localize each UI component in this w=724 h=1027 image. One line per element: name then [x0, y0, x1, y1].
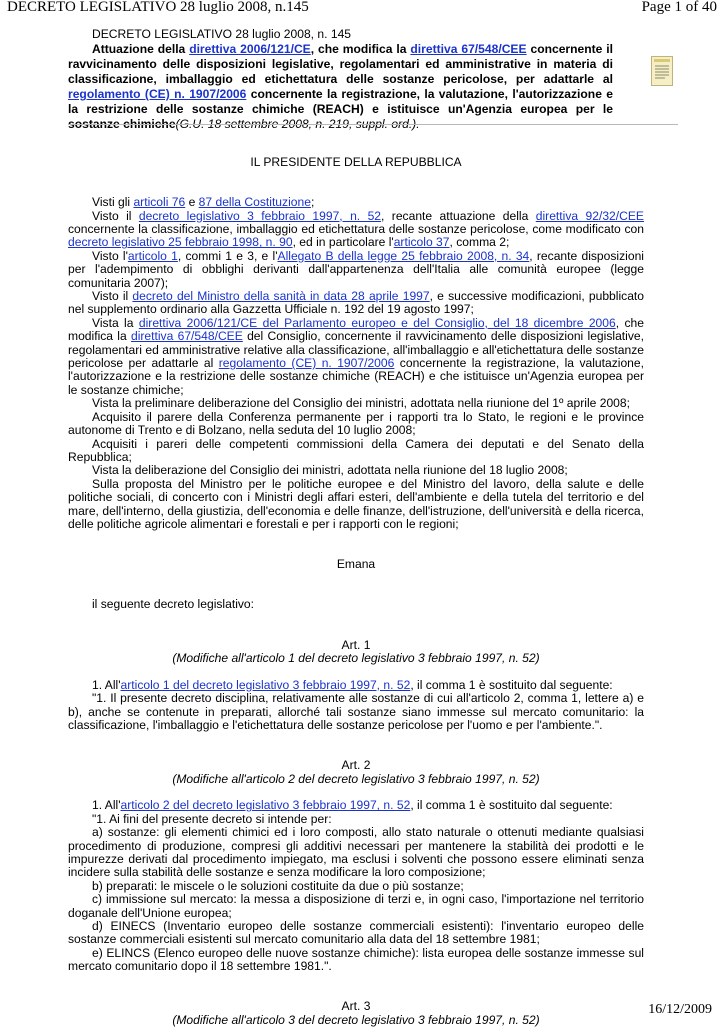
article-1-para: [68, 679, 644, 692]
text: del Consiglio, concernente il ravvicinamento delle disposizioni legislative, regolamentari ed amministrative relative alla classificazione, all'imballaggio e all'etichettatura delle sostanze pericolose per adattarle al: [68, 329, 644, 371]
text: concernente la registrazione, la valutazione, l'autorizzazione e la restrizione delle sostanze chimiche (REACH) e che istituisce un'Agenzia europea per le sostanze chimiche;: [68, 356, 644, 397]
link-articolo-37[interactable]: articolo 37: [393, 235, 450, 250]
text: ;: [310, 195, 315, 210]
text: , il comma 1 è sostituito dal seguente:: [410, 798, 613, 813]
preamble-dlgs-52-1997: [68, 210, 644, 250]
preamble-paragraph: Acquisiti i pareri delle competenti commissioni della Camera dei deputati e del Senato della Repubblica;: [68, 436, 644, 464]
link-articoli-76[interactable]: articoli 76: [133, 195, 186, 210]
text: , recante attuazione della: [381, 208, 536, 223]
definition-a: a) sostanze: gli elementi chimici ed i loro composti, allo stato naturale o ottenuti mediante qualsiasi procedimento di produzione, compresi gli additivi necessari per mantenere la stabilità dei prodotti e le impurezze derivati dal procedimento impiegato, ma esclusi i solventi che possono essere eliminati senza incidere sulla stabilità delle sostanze e senza modificare la loro composizione;: [68, 825, 644, 880]
subtitle-text: (Modifiche all'articolo 3 del decreto legislativo 3 febbraio 1997, n. 52): [172, 1012, 540, 1027]
subtitle-text: (Modifiche all'articolo 2 del decreto legislativo 3 febbraio 1997, n. 52): [172, 771, 540, 786]
text: e: [185, 195, 199, 210]
definition-c: c) immissione sul mercato: la messa a disposizione di terzi e, in ogni caso, l'importazione nel territorio doganale dell'Unione europea;: [68, 892, 644, 920]
text: Visto il: [92, 289, 133, 304]
link-articolo-1[interactable]: articolo 1: [127, 248, 178, 263]
link-articolo-2-dlgs[interactable]: articolo 2 del decreto legislativo 3 febbraio 1997, n. 52: [120, 798, 411, 813]
emana-heading: Emana: [336, 557, 376, 572]
article-3-subtitle: [68, 1014, 644, 1027]
article-1-text: "1. Il presente decreto disciplina, relativamente alle sostanze di cui all'articolo 2, comma 1, lettere a) e b), anche se contenute in preparati, allorché tali sostanze siano immesse sul mercato comunitario: la classificazione, l'imballaggio e l'etichettatura delle sostanze pericolose per l'uomo e per l'ambiente.".: [68, 691, 644, 732]
title-text: concernente la registrazione, la valutazione, l'autorizzazione e la restrizione delle sostanze chimiche (REACH) e istituisce un'Agenzia europea per le sostanze chimiche: [68, 87, 613, 131]
link-direttiva-67-548-body[interactable]: direttiva 67/548/CEE: [130, 329, 243, 344]
definition-b: b) preparati: le miscele o le soluzioni costituite da due o più sostanze;: [92, 878, 464, 893]
preamble-visti-costituzione: [68, 196, 644, 209]
text: , ed in particolare l': [292, 235, 394, 250]
definition-d: d) EINECS (Inventario europeo delle sostanze commerciali esistenti): l'inventario europeo delle sostanze commerciali esistenti sul mercato comunitario alla data del 18 settembre 1981;: [68, 918, 644, 947]
text: Vista la: [92, 315, 139, 330]
preamble-legge-34-2008: [68, 250, 644, 290]
text: , e successive modificazioni, pubblicato nel supplemento ordinario alla Gazzetta Ufficiale n. 192 del 19 agosto 1997;: [68, 289, 645, 317]
title-text: , che modifica la: [310, 42, 411, 56]
document-heading: [68, 27, 613, 132]
article-2-intro: "1. Ai fini del presente decreto si intende per:: [92, 811, 332, 826]
header-title: DECRETO LEGISLATIVO 28 luglio 2008, n.145: [7, 0, 309, 15]
subtitle-text: (Modifiche all'articolo 1 del decreto legislativo 3 febbraio 1997, n. 52): [172, 650, 540, 665]
article-2-para: [68, 799, 644, 812]
link-direttiva-67-548[interactable]: direttiva 67/548/CEE: [410, 42, 527, 56]
link-allegato-b[interactable]: Allegato B della legge 25 febbraio 2008, n. 34: [277, 248, 530, 263]
text: Visti gli: [92, 195, 134, 210]
decree-reference: DECRETO LEGISLATIVO 28 luglio 2008, n. 145: [92, 27, 352, 41]
definition-e: e) ELINCS (Elenco europeo delle nuove sostanze chimiche): lista europea delle sostanze immesse sul mercato comunitario dopo il 18 settembre 1981.".: [68, 945, 644, 974]
text: 1. All': [92, 677, 121, 692]
text: concernente la classificazione, imballaggio ed etichettatura delle sostanze pericolose, come modificato con: [68, 222, 644, 236]
link-dlgs-90-1998[interactable]: decreto legislativo 25 febbraio 1998, n. 90: [68, 235, 293, 250]
preamble-decreto-sanita: [68, 290, 644, 317]
gazzetta-reference: (G.U. 18 settembre 2008, n. 219, suppl. ord.).: [175, 117, 420, 131]
article-2-title: Art. 2: [341, 758, 371, 773]
document-icon[interactable]: [651, 56, 673, 86]
link-direttiva-2006-121[interactable]: direttiva 2006/121/CE: [189, 42, 311, 56]
text: 1. All': [92, 798, 121, 813]
link-regolamento-1907-2006[interactable]: regolamento (CE) n. 1907/2006: [68, 87, 247, 101]
preamble-direttiva-2006-121: [68, 317, 644, 397]
preamble-paragraph: Acquisito il parere della Conferenza permanente per i rapporti tra lo Stato, le regioni e le province autonome di Trento e di Bolzano, nella seduta del 10 luglio 2008;: [68, 409, 644, 438]
text: , commi 1 e 3, e l': [177, 248, 278, 263]
preamble-paragraph: Vista la deliberazione del Consiglio dei ministri, adottata nella riunione del 18 luglio 2008;: [92, 463, 568, 478]
title-text: Attuazione della: [92, 42, 190, 56]
article-1-title: Art. 1: [341, 637, 371, 652]
article-3-title: Art. 3: [341, 999, 371, 1014]
seguente-line: il seguente decreto legislativo:: [92, 597, 255, 612]
link-dlgs-52-1997[interactable]: decreto legislativo 3 febbraio 1997, n. 52: [138, 208, 382, 223]
text: , che modifica la: [68, 315, 644, 344]
article-1-subtitle: [68, 652, 644, 665]
page-number: Page 1 of 40: [641, 0, 717, 15]
president-heading: IL PRESIDENTE DELLA REPUBBLICA: [250, 155, 462, 169]
text: , recante disposizioni per l'adempimento di obblighi derivanti dall'appartenenza dell'Italia alle comunità europee (legge comunitaria 2007);: [68, 248, 644, 290]
link-87-costituzione[interactable]: 87 della Costituzione: [198, 195, 311, 210]
text: Visto l': [92, 248, 128, 263]
print-header: [0, 0, 724, 17]
link-direttiva-92-32[interactable]: direttiva 92/32/CEE: [535, 208, 644, 223]
title-text: concernente il ravvicinamento delle disposizioni legislative, regolamentari ed amministrative in materia di classificazione, imballaggio ed etichettatura delle sostanze pericolose, per adattarle al: [68, 42, 614, 86]
link-articolo-1-dlgs[interactable]: articolo 1 del decreto legislativo 3 febbraio 1997, n. 52: [120, 677, 411, 692]
preamble-paragraph: Vista la preliminare deliberazione del Consiglio dei ministri, adottata nella riunione del 1º aprile 2008;: [92, 396, 630, 411]
decree-title: [68, 42, 613, 132]
link-decreto-sanita[interactable]: decreto del Ministro della sanità in data 28 aprile 1997: [132, 289, 430, 304]
article-2-subtitle: [68, 773, 644, 786]
preamble-paragraph: Sulla proposta del Ministro per le politiche europee e del Ministro del lavoro, della salute e delle politiche sociali, di concerto con i Ministri degli affari esteri, dell'ambiente e della tutela del territorio e del mare, dell'interno, della giustizia, dell'economia e delle finanze, dell'istruzione, dell'università e della ricerca, delle politiche agricole alimentari e forestali e per i rapporti con le regioni;: [68, 476, 644, 531]
decree-body: [68, 156, 644, 1027]
text: Visto il: [92, 208, 139, 223]
heading-divider: [68, 124, 678, 125]
text: , comma 2;: [449, 235, 510, 250]
footer-date: 16/12/2009: [648, 1002, 712, 1017]
link-regolamento-1907-body[interactable]: regolamento (CE) n. 1907/2006: [218, 356, 395, 371]
link-direttiva-2006-121-full[interactable]: direttiva 2006/121/CE del Parlamento europeo e del Consiglio, del 18 dicembre 2006: [138, 315, 616, 330]
text: , il comma 1 è sostituito dal seguente:: [410, 677, 613, 692]
